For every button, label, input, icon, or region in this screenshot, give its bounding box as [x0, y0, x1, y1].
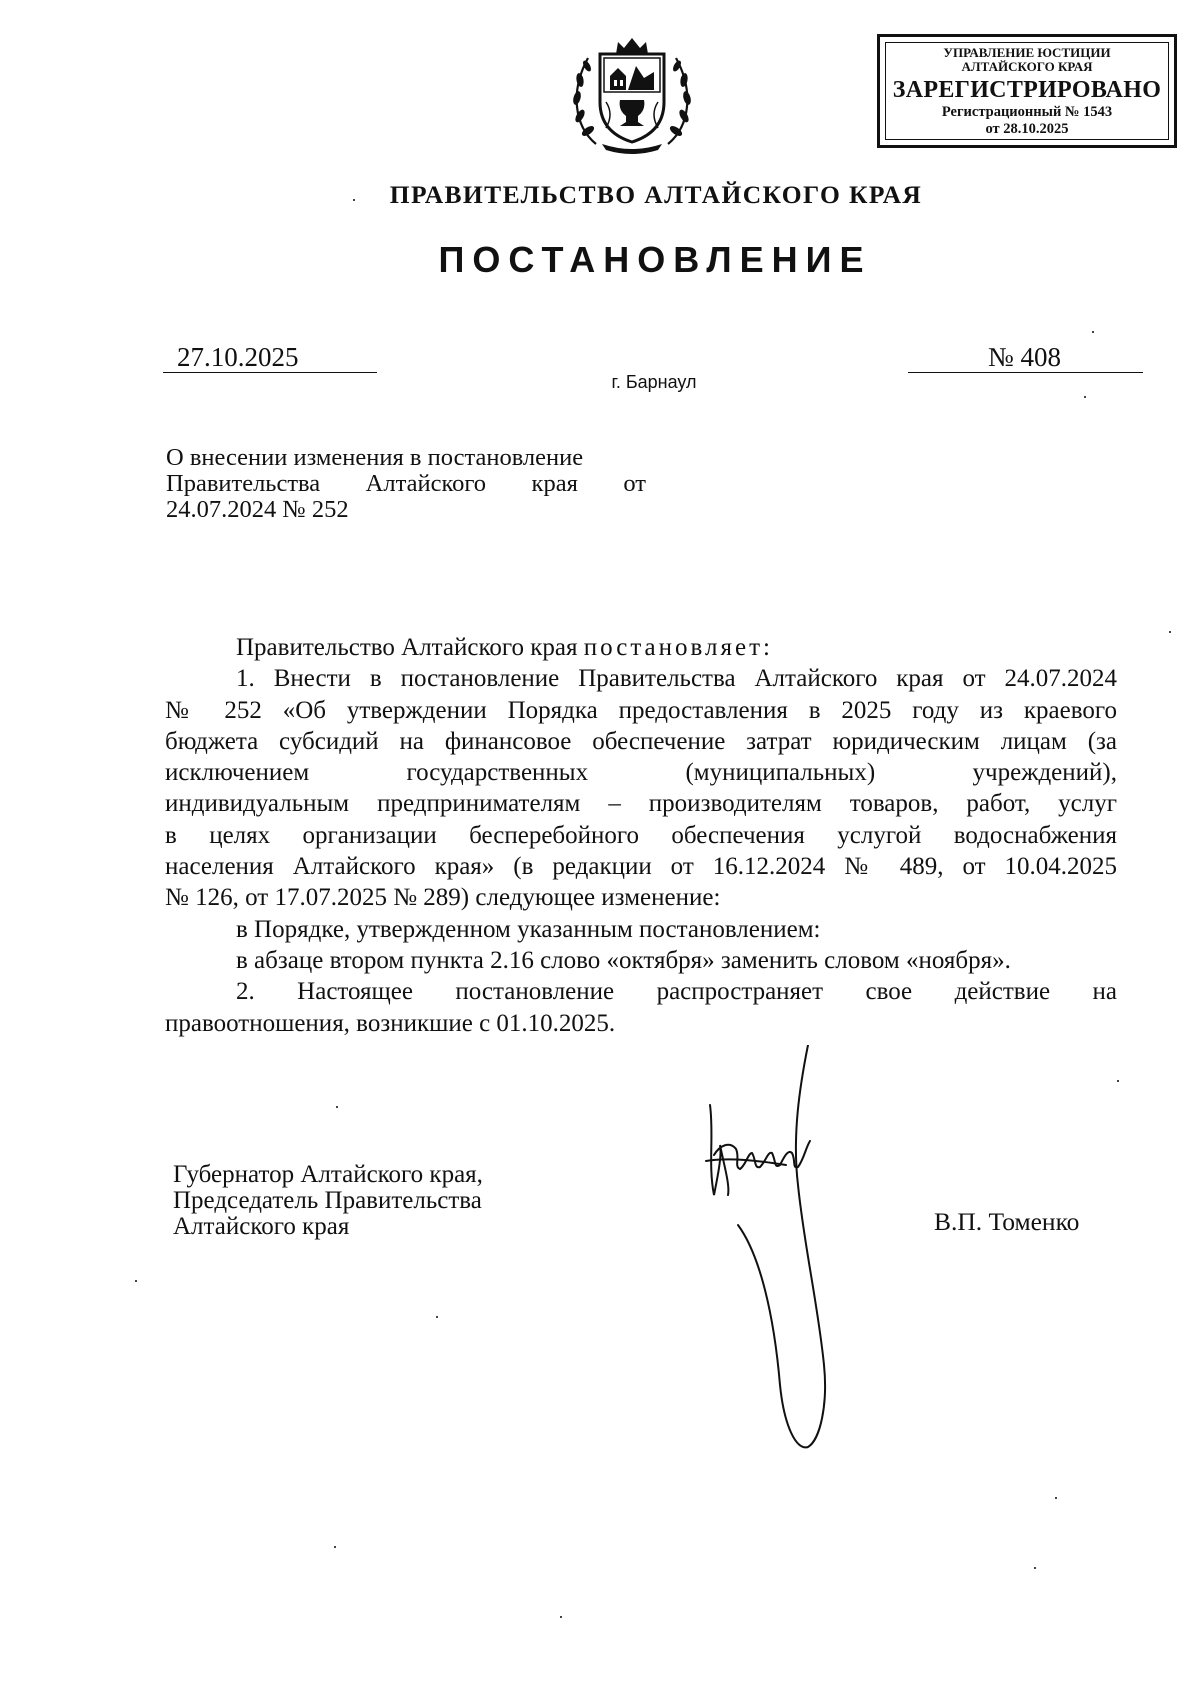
preamble-verb: постановляет: [583, 634, 773, 661]
document-number: № 408 [908, 342, 1143, 373]
document-subject [166, 445, 646, 523]
document-body [165, 632, 1117, 1039]
paragraph-line: № 252 «Об утверждении Порядка предоставления в 2025 году из краевого [165, 696, 1117, 724]
subject-line: О внесении изменения в постановление [166, 444, 584, 471]
signer-position-line: Алтайского края [173, 1213, 350, 1240]
paragraph-line: 1. Внести в постановление Правительства Алтайского края от 24.07.2024 [236, 665, 1117, 693]
document-date: 27.10.2025 [163, 342, 377, 373]
stamp-authority-line2: АЛТАЙСКОГО КРАЯ [961, 59, 1093, 74]
scan-speck [436, 1316, 438, 1318]
subject-line: Правительства Алтайского края от [166, 470, 646, 497]
scan-speck [560, 1616, 562, 1618]
scan-speck [1055, 1497, 1057, 1499]
scan-speck [336, 1106, 338, 1108]
paragraph-line: правоотношения, возникшие с 01.10.2025. [165, 1009, 616, 1037]
paragraph-line: 2. Настоящее постановление распространяет свое действие на [236, 978, 1117, 1006]
scan-speck [1034, 1567, 1036, 1569]
stamp-registration-date: от 28.10.2025 [985, 121, 1069, 137]
scan-speck [1169, 631, 1171, 633]
paragraph-2 [165, 976, 1117, 1039]
signer-position-line: Губернатор Алтайского края, [173, 1161, 483, 1188]
paragraph-1-subitem: в абзаце втором пункта 2.16 слово «октября» заменить словом «ноября». [236, 946, 1011, 974]
signer-name: В.П. Томенко [934, 1207, 1080, 1236]
paragraph-1-subitem: в Порядке, утвержденном указанным постановлением: [236, 915, 821, 943]
preamble-text: Правительство Алтайского края [236, 634, 584, 661]
subject-line: 24.07.2024 № 252 [166, 496, 349, 523]
signer-position-line: Председатель Правительства [173, 1187, 482, 1214]
paragraph-line: в целях организации бесперебойного обеспечения услугой водоснабжения [165, 821, 1117, 849]
signer-position [173, 1162, 593, 1240]
document-city: г. Барнаул [611, 372, 697, 392]
stamp-registration-number: Регистрационный № 1543 [941, 104, 1113, 120]
scan-speck [334, 1546, 336, 1548]
paragraph-line: индивидуальным предпринимателям – производителям товаров, работ, услуг [165, 790, 1117, 818]
government-title: ПРАВИТЕЛЬСТВО АЛТАЙСКОГО КРАЯ [389, 180, 923, 209]
paragraph-line: № 126, от 17.07.2025 № 289) следующее изменение: [165, 884, 721, 912]
scan-speck [353, 199, 355, 201]
registration-stamp [877, 34, 1177, 148]
scan-speck [1084, 396, 1086, 398]
paragraph-line: населения Алтайского края» (в редакции от 16.12.2024 № 489, от 10.04.2025 [165, 853, 1117, 881]
paragraph-1 [165, 663, 1117, 913]
document-type-title: ПОСТАНОВЛЕНИЕ [438, 239, 872, 280]
paragraph-line: исключением государственных (муниципальных) учреждений), [165, 759, 1117, 787]
scan-speck [1117, 1080, 1119, 1082]
stamp-status: ЗАРЕГИСТРИРОВАНО [892, 77, 1162, 103]
handwritten-signature [700, 1045, 880, 1465]
altai-krai-coat-of-arms-icon [566, 36, 698, 158]
preamble [165, 632, 1117, 663]
scan-speck [1092, 331, 1094, 333]
scan-speck [135, 1280, 137, 1282]
stamp-authority-line1: УПРАВЛЕНИЕ ЮСТИЦИИ [943, 45, 1111, 60]
paragraph-line: бюджета субсидий на финансовое обеспечение затрат юридическим лицам (за [165, 727, 1117, 755]
